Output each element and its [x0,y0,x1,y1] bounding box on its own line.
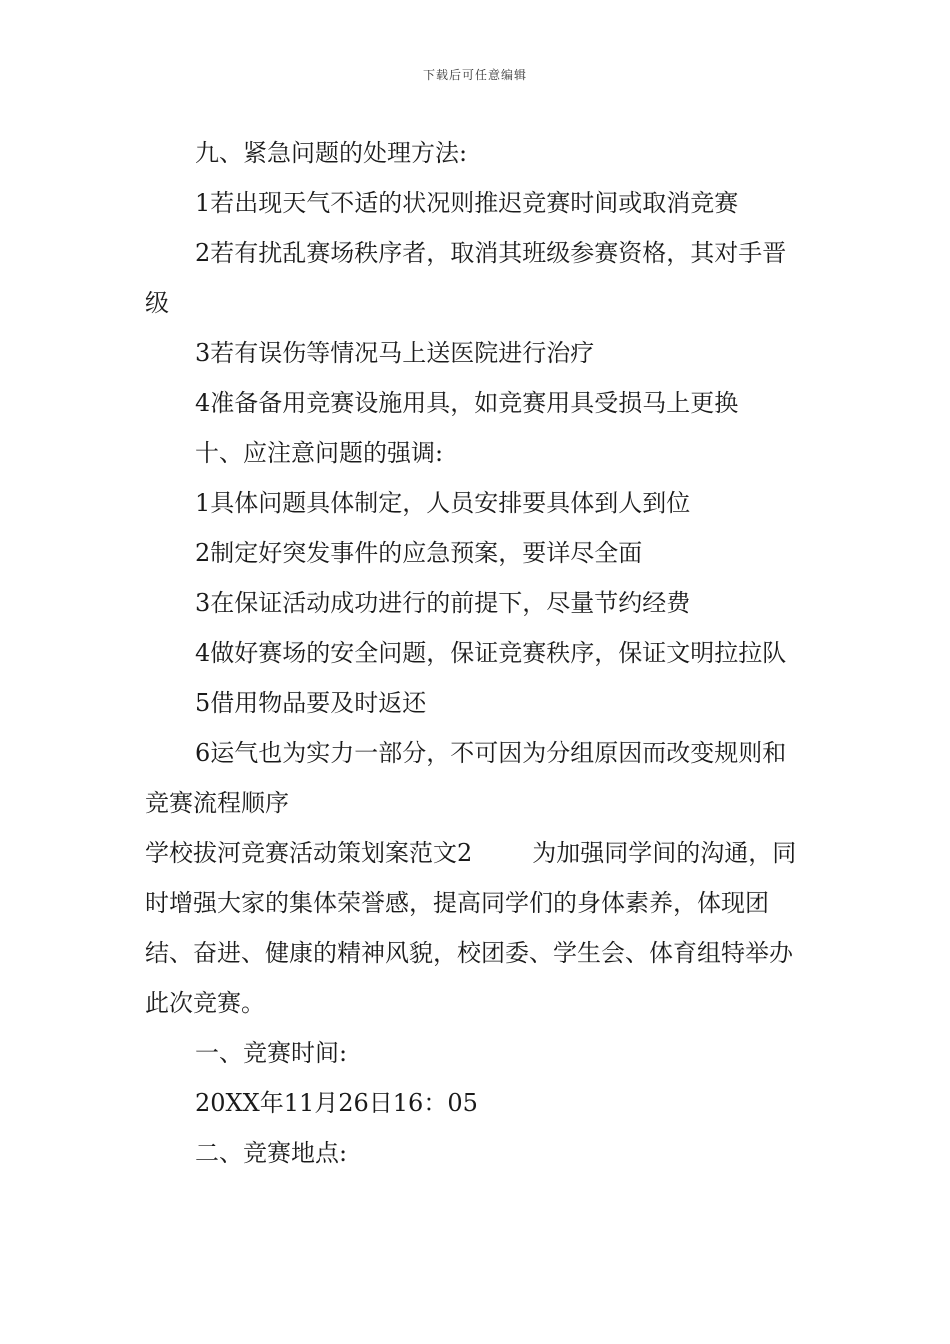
section-intro: 为加强同学间的沟通，同时增强大家的集体荣誉感，提高同学们的身体素养，体现团结、奋进、健康的精神风貌，校团委、学生会、体育组特举办此次竞赛。 [145,839,797,1017]
page-header-note: 下载后可任意编辑 [422,68,527,82]
section-paragraph [145,828,810,1028]
document-body [145,128,810,1178]
list-item: 3在保证活动成功进行的前提下，尽量节约经费 [195,589,691,617]
heading-competition-location: 二、竞赛地点: [195,1139,348,1167]
list-item: 6运气也为实力一部分，不可因为分组原因而改变规则和竞赛流程顺序 [145,739,787,817]
list-item: 2制定好突发事件的应急预案，要详尽全面 [195,539,643,567]
competition-time-value: 20XX年11月26日16：05 [195,1089,478,1117]
heading-competition-time: 一、竞赛时间: [195,1039,348,1067]
heading-attention-points: 十、应注意问题的强调: [195,439,444,467]
list-item: 1若出现天气不适的状况则推迟竞赛时间或取消竞赛 [195,189,739,217]
heading-emergency-handling: 九、紧急问题的处理方法: [195,139,468,167]
list-item: 3若有误伤等情况马上送医院进行治疗 [195,339,595,367]
list-item: 4准备备用竞赛设施用具，如竞赛用具受损马上更换 [195,389,739,417]
list-item: 2若有扰乱赛场秩序者，取消其班级参赛资格，其对手晋级 [145,239,787,317]
section-title: 学校拔河竞赛活动策划案范文2 [145,839,473,867]
list-item: 5借用物品要及时返还 [195,689,427,717]
list-item: 4做好赛场的安全问题，保证竞赛秩序，保证文明拉拉队 [195,639,787,667]
list-item: 1具体问题具体制定，人员安排要具体到人到位 [195,489,691,517]
